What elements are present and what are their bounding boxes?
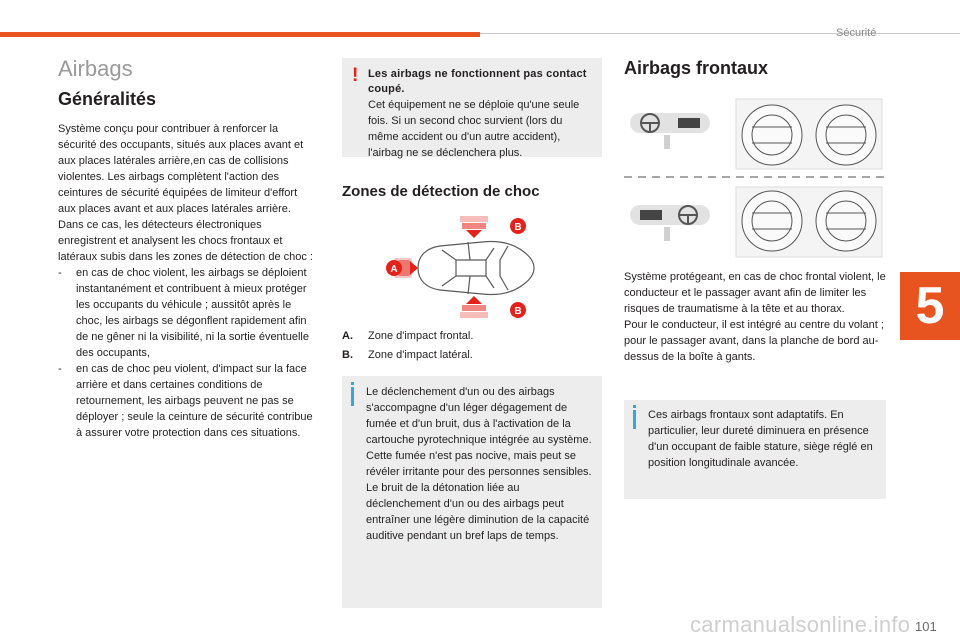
info-box-smoke	[342, 376, 602, 608]
bullet-dash: -	[58, 363, 62, 375]
deployment-list	[58, 265, 316, 441]
page-number: 101	[915, 619, 937, 634]
bullet-dash: -	[58, 267, 62, 279]
zone-label-b-top: B	[514, 222, 522, 233]
section-heading-general: Généralités	[58, 89, 157, 109]
lhd-dashboard-icon	[630, 113, 710, 149]
column-general	[58, 56, 316, 441]
list-item	[342, 346, 602, 365]
list-item-text: en cas de choc peu violent, d'impact sur la face arrière et dans certaines conditions de retournement, les airbags peuvent ne pas se déployer ; seule la ceinture de sécurité contribue à assurer votre protection dans ces situations.	[76, 363, 313, 439]
section-title: Sécurité	[836, 27, 877, 39]
page-title: Airbags	[58, 56, 133, 81]
intro-paragraph: Système conçu pour contribuer à renforcer la sécurité des occupants, situés aux places avant et aux places latérales arrière,en cas de collisions violentes. Les airbags complètent l'action des ceintures de sécurité équipées de limiteur d'effort aux places avant et aux places latérales arrière.	[58, 123, 304, 215]
chapter-tab: 5	[900, 272, 960, 340]
column-detection	[342, 58, 602, 542]
car-outline-icon	[418, 241, 534, 294]
watermark: carmanualsonline.info	[690, 612, 911, 637]
zone-label: Zone d'impact frontal.	[368, 330, 474, 342]
rhd-dashboard-icon	[630, 205, 710, 241]
header-accent-bar	[0, 32, 480, 37]
detail-paragraph: Dans ce cas, les détecteurs électroniques enregistrent et analysent les chocs frontaux et latéraux subis dans les zones de détection de choc :	[58, 219, 313, 263]
frontal-airbags-figure	[624, 93, 884, 263]
warning-title: Les airbags ne fonctionnent pas contact coupé.	[368, 68, 587, 95]
header-rule	[480, 33, 960, 34]
list-item	[342, 327, 602, 346]
frontal-paragraph-1: Système protégeant, en cas de choc frontal violent, le conducteur et le passager avant afin de limiter les risques de traumatisme à la tête et au thorax.	[624, 271, 886, 315]
frontal-description	[624, 269, 886, 365]
zone-letter: A.	[342, 330, 353, 342]
info-icon	[633, 410, 636, 429]
section-heading-frontal: Airbags frontaux	[624, 58, 769, 78]
zones-legend	[342, 327, 602, 365]
list-item	[58, 361, 316, 441]
list-item-text: en cas de choc violent, les airbags se déploient instantanément et contribuent à mieux protéger les occupants du véhicule ; aussitôt après le choc, les airbags se dégonflent rapidement afin de ne gêner ni la visibilité, ni la sortie éventuelle des occupants,	[76, 267, 309, 359]
warning-text: Cet équipement ne se déploie qu'une seule fois. Si un second choc survient (lors du même accident ou d'un autre accident), l'airbag ne se déclenchera plus.	[368, 99, 580, 159]
warning-icon: !	[352, 65, 359, 86]
seat-occupants-icon	[736, 99, 882, 257]
info-box-adaptive	[624, 400, 886, 499]
zone-label-b-bottom-badge	[510, 302, 526, 318]
info-icon	[351, 387, 354, 406]
zone-letter: B.	[342, 349, 353, 361]
zones-heading: Zones de détection de choc	[342, 183, 540, 200]
car-impact-zones-figure	[382, 212, 542, 322]
lateral-impact-bottom-arrows-icon	[460, 296, 488, 318]
lateral-impact-top-arrows-icon	[460, 216, 488, 238]
info-text: Le déclenchement d'un ou des airbags s'accompagne d'un léger dégagement de fumée et d'un bruit, dus à l'activation de la cartouche pyrotechnique intégrée au système. Cette fumée n'est pas nocive, mais peut se révéler irritante pour des personnes sensibles. Le bruit de la détonation liée au déclenchement d'un ou des airbags peut entraîner une légère diminution de la capacité auditive pendant un bref laps de temps.	[366, 386, 592, 542]
zone-label-b-top-badge	[510, 218, 526, 234]
column-frontal	[624, 56, 886, 469]
zone-label-b-bottom: B	[514, 306, 522, 317]
info-text: Ces airbags frontaux sont adaptatifs. En particulier, leur dureté diminuera en présence d'un occupant de faible stature, siège réglé en position longitudinale avancée.	[648, 409, 873, 469]
zone-label: Zone d'impact latéral.	[368, 349, 473, 361]
warning-box	[342, 58, 602, 157]
zone-label-a-badge	[386, 260, 402, 276]
zone-label-a: A	[390, 264, 398, 275]
list-item	[58, 265, 316, 361]
frontal-paragraph-2: Pour le conducteur, il est intégré au centre du volant ; pour le passager avant, dans la planche de bord au-dessus de la boîte à gants.	[624, 319, 884, 363]
